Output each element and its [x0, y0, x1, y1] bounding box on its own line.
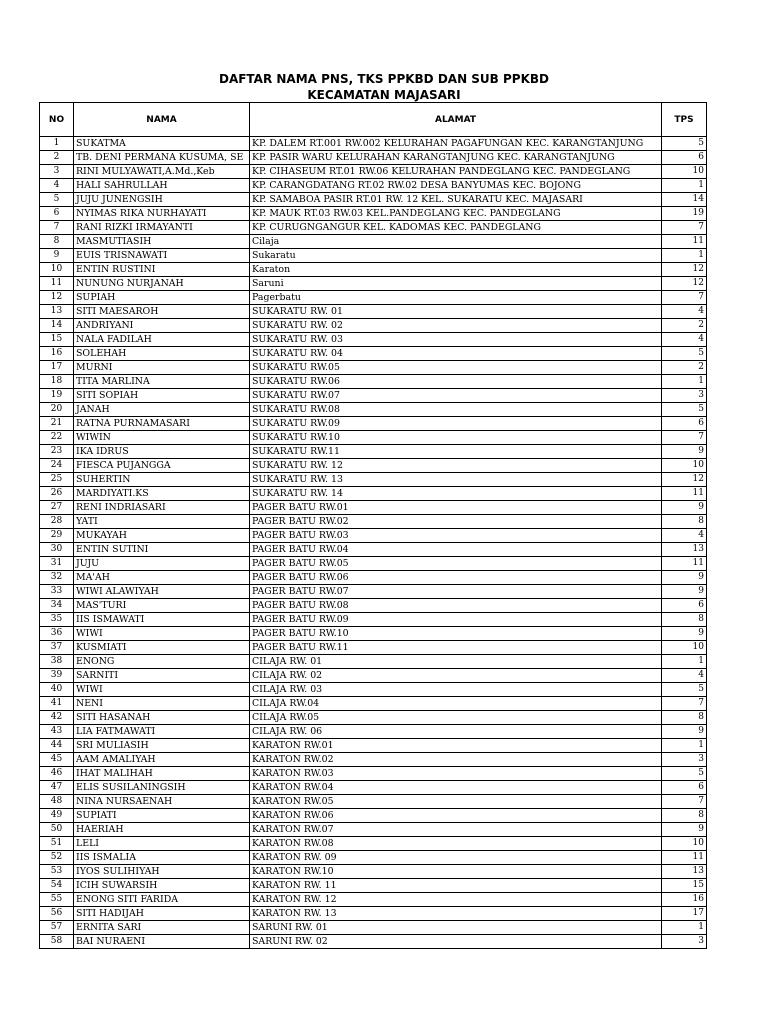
cell-nama: SITI SOPIAH: [74, 389, 250, 403]
cell-alamat: PAGER BATU RW.05: [250, 557, 662, 571]
cell-tps: 8: [662, 515, 707, 529]
table-row: [40, 277, 707, 291]
cell-tps: 8: [662, 613, 707, 627]
cell-nama: WIWI ALAWIYAH: [74, 585, 250, 599]
cell-alamat: CILAJA RW. 02: [250, 669, 662, 683]
cell-nama: ERNITA SARI: [74, 921, 250, 935]
cell-no: 31: [40, 557, 74, 571]
cell-tps: 8: [662, 809, 707, 823]
cell-nama: SUKATMA: [74, 137, 250, 151]
cell-no: 56: [40, 907, 74, 921]
cell-alamat: KARATON RW. 13: [250, 907, 662, 921]
cell-alamat: PAGER BATU RW.02: [250, 515, 662, 529]
cell-no: 29: [40, 529, 74, 543]
cell-nama: EUIS TRISNAWATI: [74, 249, 250, 263]
table-row: [40, 501, 707, 515]
cell-nama: JUJU JUNENGSIH: [74, 193, 250, 207]
cell-alamat: SUKARATU RW.08: [250, 403, 662, 417]
cell-alamat: KARATON RW.01: [250, 739, 662, 753]
cell-nama: MA'AH: [74, 571, 250, 585]
cell-no: 17: [40, 361, 74, 375]
table-row: [40, 781, 707, 795]
table-row: [40, 585, 707, 599]
cell-alamat: Sukaratu: [250, 249, 662, 263]
cell-alamat: KP. DALEM RT.001 RW.002 KELURAHAN PAGAFUNGAN KEC. KARANGTANJUNG: [250, 137, 662, 151]
cell-nama: SRI MULIASIH: [74, 739, 250, 753]
cell-no: 9: [40, 249, 74, 263]
table-row: [40, 459, 707, 473]
table-row: [40, 529, 707, 543]
cell-tps: 6: [662, 781, 707, 795]
cell-tps: 1: [662, 179, 707, 193]
cell-no: 34: [40, 599, 74, 613]
cell-no: 6: [40, 207, 74, 221]
table-row: [40, 851, 707, 865]
cell-tps: 12: [662, 277, 707, 291]
table-row: [40, 221, 707, 235]
header-tps: TPS: [662, 103, 707, 137]
cell-nama: MAS'TURI: [74, 599, 250, 613]
cell-tps: 7: [662, 431, 707, 445]
cell-no: 41: [40, 697, 74, 711]
cell-no: 30: [40, 543, 74, 557]
cell-tps: 11: [662, 235, 707, 249]
cell-no: 50: [40, 823, 74, 837]
cell-no: 51: [40, 837, 74, 851]
cell-alamat: KARATON RW.06: [250, 809, 662, 823]
cell-no: 36: [40, 627, 74, 641]
cell-no: 48: [40, 795, 74, 809]
table-row: [40, 319, 707, 333]
cell-alamat: KARATON RW.07: [250, 823, 662, 837]
cell-alamat: SUKARATU RW.06: [250, 375, 662, 389]
cell-alamat: PAGER BATU RW.04: [250, 543, 662, 557]
cell-tps: 11: [662, 487, 707, 501]
cell-tps: 15: [662, 879, 707, 893]
document-subtitle: KECAMATAN MAJASARI: [307, 88, 461, 102]
cell-nama: SUHERTIN: [74, 473, 250, 487]
table-row: [40, 711, 707, 725]
cell-alamat: SARUNI RW. 02: [250, 935, 662, 949]
cell-nama: IHAT MALIHAH: [74, 767, 250, 781]
table-row: [40, 627, 707, 641]
cell-alamat: KARATON RW. 12: [250, 893, 662, 907]
cell-nama: MUKAYAH: [74, 529, 250, 543]
cell-nama: IIS ISMALIA: [74, 851, 250, 865]
cell-nama: NENI: [74, 697, 250, 711]
cell-no: 35: [40, 613, 74, 627]
cell-no: 47: [40, 781, 74, 795]
cell-nama: ENTIN RUSTINI: [74, 263, 250, 277]
cell-no: 32: [40, 571, 74, 585]
cell-no: 42: [40, 711, 74, 725]
table-header-row: [40, 103, 707, 137]
table-row: [40, 389, 707, 403]
cell-tps: 9: [662, 627, 707, 641]
cell-alamat: KP. CARANGDATANG RT.02 RW.02 DESA BANYUMAS KEC. BOJONG: [250, 179, 662, 193]
cell-nama: IKA IDRUS: [74, 445, 250, 459]
cell-no: 14: [40, 319, 74, 333]
table-row: [40, 725, 707, 739]
cell-tps: 3: [662, 753, 707, 767]
cell-no: 2: [40, 151, 74, 165]
table-body: [40, 137, 707, 949]
cell-tps: 11: [662, 557, 707, 571]
cell-alamat: KP. SAMABOA PASIR RT.01 RW. 12 KEL. SUKARATU KEC. MAJASARI: [250, 193, 662, 207]
cell-alamat: PAGER BATU RW.09: [250, 613, 662, 627]
cell-tps: 10: [662, 837, 707, 851]
cell-tps: 1: [662, 249, 707, 263]
cell-no: 25: [40, 473, 74, 487]
cell-nama: TB. DENI PERMANA KUSUMA, SE: [74, 151, 250, 165]
cell-nama: WIWIN: [74, 431, 250, 445]
cell-nama: WIWI: [74, 683, 250, 697]
cell-nama: WIWI: [74, 627, 250, 641]
cell-tps: 17: [662, 907, 707, 921]
cell-no: 16: [40, 347, 74, 361]
cell-tps: 4: [662, 333, 707, 347]
cell-no: 40: [40, 683, 74, 697]
table-row: [40, 445, 707, 459]
cell-alamat: CILAJA RW. 03: [250, 683, 662, 697]
cell-no: 52: [40, 851, 74, 865]
cell-alamat: SUKARATU RW.05: [250, 361, 662, 375]
cell-alamat: SUKARATU RW. 02: [250, 319, 662, 333]
cell-tps: 9: [662, 571, 707, 585]
cell-no: 54: [40, 879, 74, 893]
cell-nama: FIESCA PUJANGGA: [74, 459, 250, 473]
cell-tps: 9: [662, 501, 707, 515]
cell-nama: NUNUNG NURJANAH: [74, 277, 250, 291]
cell-tps: 7: [662, 291, 707, 305]
cell-tps: 14: [662, 193, 707, 207]
table-row: [40, 599, 707, 613]
cell-no: 57: [40, 921, 74, 935]
table-row: [40, 305, 707, 319]
cell-nama: ENTIN SUTINI: [74, 543, 250, 557]
cell-no: 39: [40, 669, 74, 683]
cell-alamat: KARATON RW.08: [250, 837, 662, 851]
cell-alamat: CILAJA RW. 06: [250, 725, 662, 739]
cell-alamat: KARATON RW.03: [250, 767, 662, 781]
cell-tps: 5: [662, 137, 707, 151]
cell-alamat: SUKARATU RW.07: [250, 389, 662, 403]
table-row: [40, 823, 707, 837]
cell-alamat: PAGER BATU RW.07: [250, 585, 662, 599]
cell-alamat: Cilaja: [250, 235, 662, 249]
table-row: [40, 207, 707, 221]
cell-nama: HAERIAH: [74, 823, 250, 837]
table-row: [40, 543, 707, 557]
cell-nama: RANI RIZKI IRMAYANTI: [74, 221, 250, 235]
cell-no: 5: [40, 193, 74, 207]
cell-nama: SITI HADIJAH: [74, 907, 250, 921]
cell-tps: 9: [662, 445, 707, 459]
cell-no: 3: [40, 165, 74, 179]
cell-alamat: PAGER BATU RW.03: [250, 529, 662, 543]
cell-tps: 16: [662, 893, 707, 907]
table-row: [40, 291, 707, 305]
cell-nama: RATNA PURNAMASARI: [74, 417, 250, 431]
cell-nama: YATI: [74, 515, 250, 529]
cell-alamat: SUKARATU RW.09: [250, 417, 662, 431]
cell-no: 20: [40, 403, 74, 417]
table-row: [40, 571, 707, 585]
cell-alamat: KP. CURUGNGANGUR KEL. KADOMAS KEC. PANDEGLANG: [250, 221, 662, 235]
table-row: [40, 613, 707, 627]
table-row: [40, 837, 707, 851]
cell-no: 43: [40, 725, 74, 739]
cell-alamat: KP. CIHASEUM RT.01 RW.06 KELURAHAN PANDEGLANG KEC. PANDEGLANG: [250, 165, 662, 179]
cell-nama: MARDIYATI.KS: [74, 487, 250, 501]
cell-nama: KUSMIATI: [74, 641, 250, 655]
staff-table: [39, 102, 707, 949]
cell-tps: 5: [662, 767, 707, 781]
table-row: [40, 473, 707, 487]
cell-nama: IIS ISMAWATI: [74, 613, 250, 627]
cell-nama: RINI MULYAWATI,A.Md.,Keb: [74, 165, 250, 179]
cell-nama: RENI INDRIASARI: [74, 501, 250, 515]
table-row: [40, 935, 707, 949]
cell-no: 49: [40, 809, 74, 823]
table-row: [40, 487, 707, 501]
table-row: [40, 403, 707, 417]
cell-alamat: SUKARATU RW. 04: [250, 347, 662, 361]
cell-no: 23: [40, 445, 74, 459]
cell-tps: 9: [662, 725, 707, 739]
cell-nama: ANDRIYANI: [74, 319, 250, 333]
table-row: [40, 375, 707, 389]
table-row: [40, 361, 707, 375]
cell-nama: LELI: [74, 837, 250, 851]
cell-alamat: KARATON RW.10: [250, 865, 662, 879]
table-row: [40, 753, 707, 767]
cell-alamat: CILAJA RW. 01: [250, 655, 662, 669]
table-row: [40, 865, 707, 879]
cell-tps: 19: [662, 207, 707, 221]
cell-alamat: PAGER BATU RW.08: [250, 599, 662, 613]
cell-no: 26: [40, 487, 74, 501]
table-row: [40, 515, 707, 529]
cell-alamat: Pagerbatu: [250, 291, 662, 305]
cell-nama: TITA MARLINA: [74, 375, 250, 389]
table-row: [40, 907, 707, 921]
cell-nama: MASMUTIASIH: [74, 235, 250, 249]
cell-nama: NYIMAS RIKA NURHAYATI: [74, 207, 250, 221]
cell-no: 44: [40, 739, 74, 753]
cell-alamat: KARATON RW. 11: [250, 879, 662, 893]
cell-alamat: KP. PASIR WARU KELURAHAN KARANGTANJUNG KEC. KARANGTANJUNG: [250, 151, 662, 165]
cell-tps: 1: [662, 739, 707, 753]
cell-nama: AAM AMALIYAH: [74, 753, 250, 767]
table-row: [40, 809, 707, 823]
cell-no: 12: [40, 291, 74, 305]
cell-alamat: KARATON RW.05: [250, 795, 662, 809]
cell-tps: 6: [662, 599, 707, 613]
cell-nama: SUPIATI: [74, 809, 250, 823]
cell-alamat: SUKARATU RW. 12: [250, 459, 662, 473]
table-row: [40, 683, 707, 697]
cell-alamat: PAGER BATU RW.06: [250, 571, 662, 585]
cell-tps: 3: [662, 935, 707, 949]
cell-no: 22: [40, 431, 74, 445]
cell-tps: 10: [662, 459, 707, 473]
cell-nama: ENONG: [74, 655, 250, 669]
cell-tps: 9: [662, 585, 707, 599]
cell-nama: NALA FADILAH: [74, 333, 250, 347]
table-row: [40, 333, 707, 347]
cell-no: 45: [40, 753, 74, 767]
cell-alamat: SUKARATU RW.10: [250, 431, 662, 445]
cell-no: 21: [40, 417, 74, 431]
cell-alamat: PAGER BATU RW.10: [250, 627, 662, 641]
table-row: [40, 557, 707, 571]
cell-alamat: SUKARATU RW.11: [250, 445, 662, 459]
cell-tps: 6: [662, 417, 707, 431]
document-title: DAFTAR NAMA PNS, TKS PPKBD DAN SUB PPKBD: [218, 72, 549, 86]
cell-nama: SARNITI: [74, 669, 250, 683]
cell-alamat: Karaton: [250, 263, 662, 277]
cell-no: 8: [40, 235, 74, 249]
table-row: [40, 263, 707, 277]
cell-tps: 10: [662, 165, 707, 179]
cell-tps: 2: [662, 319, 707, 333]
cell-tps: 8: [662, 711, 707, 725]
header-no: NO: [40, 103, 74, 137]
cell-nama: ENONG SITI FARIDA: [74, 893, 250, 907]
table-row: [40, 137, 707, 151]
table-row: [40, 669, 707, 683]
table-row: [40, 879, 707, 893]
cell-no: 28: [40, 515, 74, 529]
table-row: [40, 193, 707, 207]
cell-no: 13: [40, 305, 74, 319]
cell-no: 15: [40, 333, 74, 347]
cell-tps: 7: [662, 795, 707, 809]
table-row: [40, 347, 707, 361]
cell-alamat: SUKARATU RW. 14: [250, 487, 662, 501]
cell-tps: 2: [662, 361, 707, 375]
cell-tps: 11: [662, 851, 707, 865]
cell-alamat: Saruni: [250, 277, 662, 291]
table-row: [40, 921, 707, 935]
table-row: [40, 893, 707, 907]
table-row: [40, 249, 707, 263]
cell-nama: BAI NURAENI: [74, 935, 250, 949]
cell-alamat: SUKARATU RW. 01: [250, 305, 662, 319]
cell-tps: 7: [662, 221, 707, 235]
cell-no: 33: [40, 585, 74, 599]
cell-no: 58: [40, 935, 74, 949]
cell-tps: 7: [662, 697, 707, 711]
cell-alamat: SUKARATU RW. 13: [250, 473, 662, 487]
cell-nama: SUPIAH: [74, 291, 250, 305]
cell-alamat: KP. MAUK RT.03 RW.03 KEL.PANDEGLANG KEC. PANDEGLANG: [250, 207, 662, 221]
cell-tps: 9: [662, 823, 707, 837]
cell-no: 11: [40, 277, 74, 291]
header-nama: NAMA: [74, 103, 250, 137]
cell-tps: 1: [662, 655, 707, 669]
table-row: [40, 417, 707, 431]
cell-no: 37: [40, 641, 74, 655]
cell-tps: 6: [662, 151, 707, 165]
table-row: [40, 767, 707, 781]
cell-no: 27: [40, 501, 74, 515]
cell-nama: SITI HASANAH: [74, 711, 250, 725]
table-row: [40, 165, 707, 179]
table-row: [40, 179, 707, 193]
cell-no: 53: [40, 865, 74, 879]
cell-alamat: KARATON RW. 09: [250, 851, 662, 865]
cell-alamat: CILAJA RW.05: [250, 711, 662, 725]
table-row: [40, 655, 707, 669]
cell-tps: 1: [662, 375, 707, 389]
cell-tps: 1: [662, 921, 707, 935]
cell-no: 18: [40, 375, 74, 389]
cell-nama: HALI SAHRULLAH: [74, 179, 250, 193]
table-row: [40, 235, 707, 249]
cell-tps: 12: [662, 473, 707, 487]
cell-no: 38: [40, 655, 74, 669]
cell-tps: 4: [662, 669, 707, 683]
table-row: [40, 795, 707, 809]
cell-no: 55: [40, 893, 74, 907]
cell-tps: 13: [662, 865, 707, 879]
cell-no: 1: [40, 137, 74, 151]
cell-nama: ELIS SUSILANINGSIH: [74, 781, 250, 795]
header-alamat: ALAMAT: [250, 103, 662, 137]
cell-nama: ICIH SUWARSIH: [74, 879, 250, 893]
cell-nama: JUJU: [74, 557, 250, 571]
cell-no: 46: [40, 767, 74, 781]
cell-no: 24: [40, 459, 74, 473]
cell-no: 7: [40, 221, 74, 235]
cell-alamat: SARUNI RW. 01: [250, 921, 662, 935]
cell-tps: 3: [662, 389, 707, 403]
cell-no: 19: [40, 389, 74, 403]
cell-nama: JANAH: [74, 403, 250, 417]
cell-tps: 12: [662, 263, 707, 277]
cell-tps: 10: [662, 641, 707, 655]
cell-tps: 4: [662, 305, 707, 319]
cell-alamat: KARATON RW.02: [250, 753, 662, 767]
cell-alamat: PAGER BATU RW.01: [250, 501, 662, 515]
cell-nama: SOLEHAH: [74, 347, 250, 361]
cell-tps: 5: [662, 683, 707, 697]
cell-no: 10: [40, 263, 74, 277]
cell-tps: 5: [662, 347, 707, 361]
table-row: [40, 151, 707, 165]
cell-tps: 5: [662, 403, 707, 417]
cell-tps: 4: [662, 529, 707, 543]
cell-nama: NINA NURSAENAH: [74, 795, 250, 809]
cell-nama: LIA FATMAWATI: [74, 725, 250, 739]
cell-alamat: KARATON RW.04: [250, 781, 662, 795]
cell-alamat: PAGER BATU RW.11: [250, 641, 662, 655]
cell-nama: SITI MAESAROH: [74, 305, 250, 319]
table-row: [40, 641, 707, 655]
table-row: [40, 739, 707, 753]
cell-alamat: CILAJA RW.04: [250, 697, 662, 711]
cell-nama: MURNI: [74, 361, 250, 375]
cell-alamat: SUKARATU RW. 03: [250, 333, 662, 347]
cell-no: 4: [40, 179, 74, 193]
table-row: [40, 697, 707, 711]
cell-nama: IYOS SULIHIYAH: [74, 865, 250, 879]
cell-tps: 13: [662, 543, 707, 557]
table-row: [40, 431, 707, 445]
